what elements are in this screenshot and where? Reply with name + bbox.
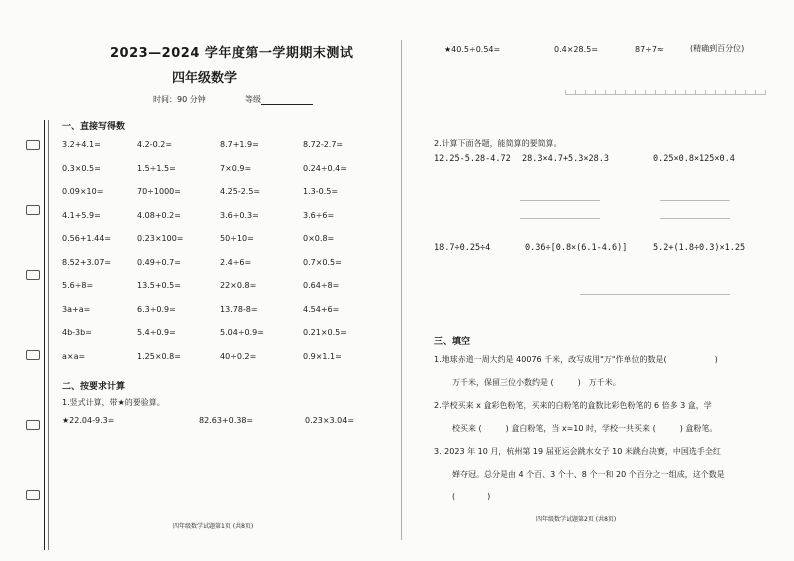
oral-calc-item: 3a+a=	[62, 305, 91, 314]
oral-calc-item: 6.3÷0.9=	[137, 305, 176, 314]
bleed-through-tick	[635, 90, 636, 95]
vertical-calc-3: 0.23×3.04=	[305, 416, 355, 425]
bleed-through-line	[580, 294, 730, 295]
grade-label	[245, 94, 313, 105]
vertical-calc-2: 82.63+0.38=	[199, 416, 254, 425]
bleed-through-tick	[565, 90, 566, 95]
simplify-6: 5.2+(1.8÷0.3)×1.25	[653, 243, 746, 253]
bleed-through-tick	[725, 90, 726, 95]
oral-calc-item: 5.4÷0.9=	[137, 328, 176, 337]
bleed-through-line	[520, 218, 600, 219]
oral-calc-item: 0.9×1.1=	[303, 352, 342, 361]
bleed-through-tick	[575, 90, 576, 95]
binding-mark	[26, 140, 40, 150]
fill-3-line-1: 3. 2023 年 10 月，杭州第 19 届亚运会跳水女子 10 米跳台决赛，中国选手全红	[434, 447, 721, 456]
bleed-through-tick	[625, 90, 626, 95]
fill-3-line-3: ( )	[452, 492, 491, 501]
bleed-through-tick	[615, 90, 616, 95]
bleed-through-tick	[705, 90, 706, 95]
oral-calc-item: 70÷1000=	[137, 187, 181, 196]
fill-1-line-2: 万千米，保留三位小数约是 ( ) 万千米。	[452, 378, 621, 387]
oral-calc-item: 0×0.8=	[303, 234, 335, 243]
oral-calc-item: 5.04÷0.9=	[220, 328, 264, 337]
bleed-through-tick	[735, 90, 736, 95]
oral-calc-item: 0.3×0.5=	[62, 164, 101, 173]
oral-calc-item: a×a=	[62, 352, 86, 361]
bleed-through-tick	[595, 90, 596, 95]
oral-calc-item: 0.7×0.5=	[303, 258, 342, 267]
simplify-instruction: 2.计算下面各题，能简算的要简算。	[434, 139, 562, 148]
oral-calc-item: 0.21×0.5=	[303, 328, 347, 337]
oral-calc-item: 0.24÷0.4=	[303, 164, 347, 173]
rounding-note: (精确到百分位)	[690, 44, 745, 53]
right-page-footer: 四年级数学试题第2页 (共8页)	[536, 516, 617, 523]
bleed-through-tick	[695, 90, 696, 95]
oral-calc-item: 8.52+3.07=	[62, 258, 112, 267]
oral-calc-item: 0.23×100=	[137, 234, 184, 243]
time-label: 时间：90 分钟	[153, 95, 206, 104]
bleed-through-tick	[755, 90, 756, 95]
page-divider	[401, 40, 402, 540]
binding-mark	[26, 350, 40, 360]
top-calc-2: 0.4×28.5=	[554, 45, 598, 54]
bleed-through-tick	[715, 90, 716, 95]
vertical-calc-1: ★22.04-9.3=	[62, 416, 115, 425]
bleed-through-tick	[685, 90, 686, 95]
oral-calc-item: 0.56+1.44=	[62, 234, 112, 243]
bleed-through-tick	[665, 90, 666, 95]
bleed-through-tick	[585, 90, 586, 95]
oral-calc-item: 4.08+0.2=	[137, 211, 181, 220]
binding-mark	[26, 205, 40, 215]
fill-1-line-1: 1.地球赤道一周大约是 40076 千米，改写成用"万"作单位的数是( )	[434, 355, 718, 364]
binding-mark	[26, 420, 40, 430]
oral-calc-item: 0.09×10=	[62, 187, 104, 196]
bleed-through-tick	[675, 90, 676, 95]
section1-title: 一、直接写得数	[62, 122, 126, 132]
exam-title: 2023—2024 学年度第一学期期末测试	[110, 46, 354, 61]
bleed-through-tick	[605, 90, 606, 95]
bleed-through-line	[660, 218, 730, 219]
oral-calc-item: 3.6÷0.3=	[220, 211, 259, 220]
grade-blank[interactable]	[261, 96, 313, 105]
oral-calc-item: 8.7+1.9=	[220, 140, 259, 149]
simplify-2: 28.3×4.7+5.3×28.3	[522, 154, 609, 164]
vertical-calc-instruction: 1.竖式计算，带★的要验算。	[62, 398, 165, 407]
oral-calc-item: 3.2+4.1=	[62, 140, 101, 149]
left-page-footer: 四年级数学试题第1页 (共8页)	[173, 523, 254, 530]
bleed-through-line	[520, 200, 600, 201]
binding-line	[44, 120, 45, 550]
oral-calc-item: 13.5+0.5=	[137, 281, 181, 290]
oral-calc-item: 50÷10=	[220, 234, 254, 243]
fill-2-line-1: 2.学校买来 x 盒彩色粉笔，买来的白粉笔的盒数比彩色粉笔的 6 倍多 3 盒，学	[434, 401, 712, 410]
fill-2-line-2: 校买来 ( ) 盒白粉笔，当 x=10 时，学校一共买来 ( ) 盒粉笔。	[452, 424, 718, 433]
bleed-through-tick	[655, 90, 656, 95]
binding-line-inner	[48, 120, 49, 550]
oral-calc-item: 5.6÷8=	[62, 281, 94, 290]
oral-calc-item: 0.49÷0.7=	[137, 258, 181, 267]
binding-mark	[26, 270, 40, 280]
oral-calc-item: 13.78-8=	[220, 305, 258, 314]
oral-calc-item: 4.25-2.5=	[220, 187, 261, 196]
fill-3-line-2: 婵夺冠。总分是由 4 个百、3 个十、8 个一和 20 个百分之一组成，这个数是	[452, 470, 725, 479]
oral-calc-item: 1.5÷1.5=	[137, 164, 176, 173]
oral-calc-item: 4b-3b=	[62, 328, 92, 337]
oral-calc-item: 8.72-2.7=	[303, 140, 344, 149]
simplify-4: 18.7÷0.25÷4	[434, 243, 491, 253]
simplify-5: 0.36÷[0.8×(6.1-4.6)]	[525, 243, 628, 253]
section2-title: 二、按要求计算	[62, 382, 126, 392]
grade-label-text: 等级	[245, 95, 261, 104]
bleed-through-tick	[745, 90, 746, 95]
oral-calc-item: 7×0.9=	[220, 164, 252, 173]
oral-calc-item: 0.64÷8=	[303, 281, 340, 290]
oral-calc-item: 1.3-0.5=	[303, 187, 339, 196]
exam-subtitle: 四年级数学	[172, 71, 238, 86]
bleed-through-line	[660, 200, 730, 201]
oral-calc-item: 4.54+6=	[303, 305, 340, 314]
bleed-through-tick	[645, 90, 646, 95]
simplify-1: 12.25-5.28-4.72	[434, 154, 511, 164]
oral-calc-item: 2.4÷6=	[220, 258, 252, 267]
bleed-through-tick	[765, 90, 766, 95]
oral-calc-item: 4.1+5.9=	[62, 211, 101, 220]
oral-calc-item: 40÷0.2=	[220, 352, 257, 361]
oral-calc-item: 22×0.8=	[220, 281, 257, 290]
top-calc-1: ★40.5÷0.54=	[444, 45, 501, 54]
oral-calc-item: 3.6÷6=	[303, 211, 335, 220]
oral-calc-item: 4.2-0.2=	[137, 140, 173, 149]
binding-mark	[26, 490, 40, 500]
top-calc-3: 87÷7≈	[635, 45, 664, 54]
section3-title: 三、填空	[434, 337, 471, 347]
simplify-3: 0.25×0.8×125×0.4	[653, 154, 735, 164]
oral-calc-item: 1.25×0.8=	[137, 352, 181, 361]
